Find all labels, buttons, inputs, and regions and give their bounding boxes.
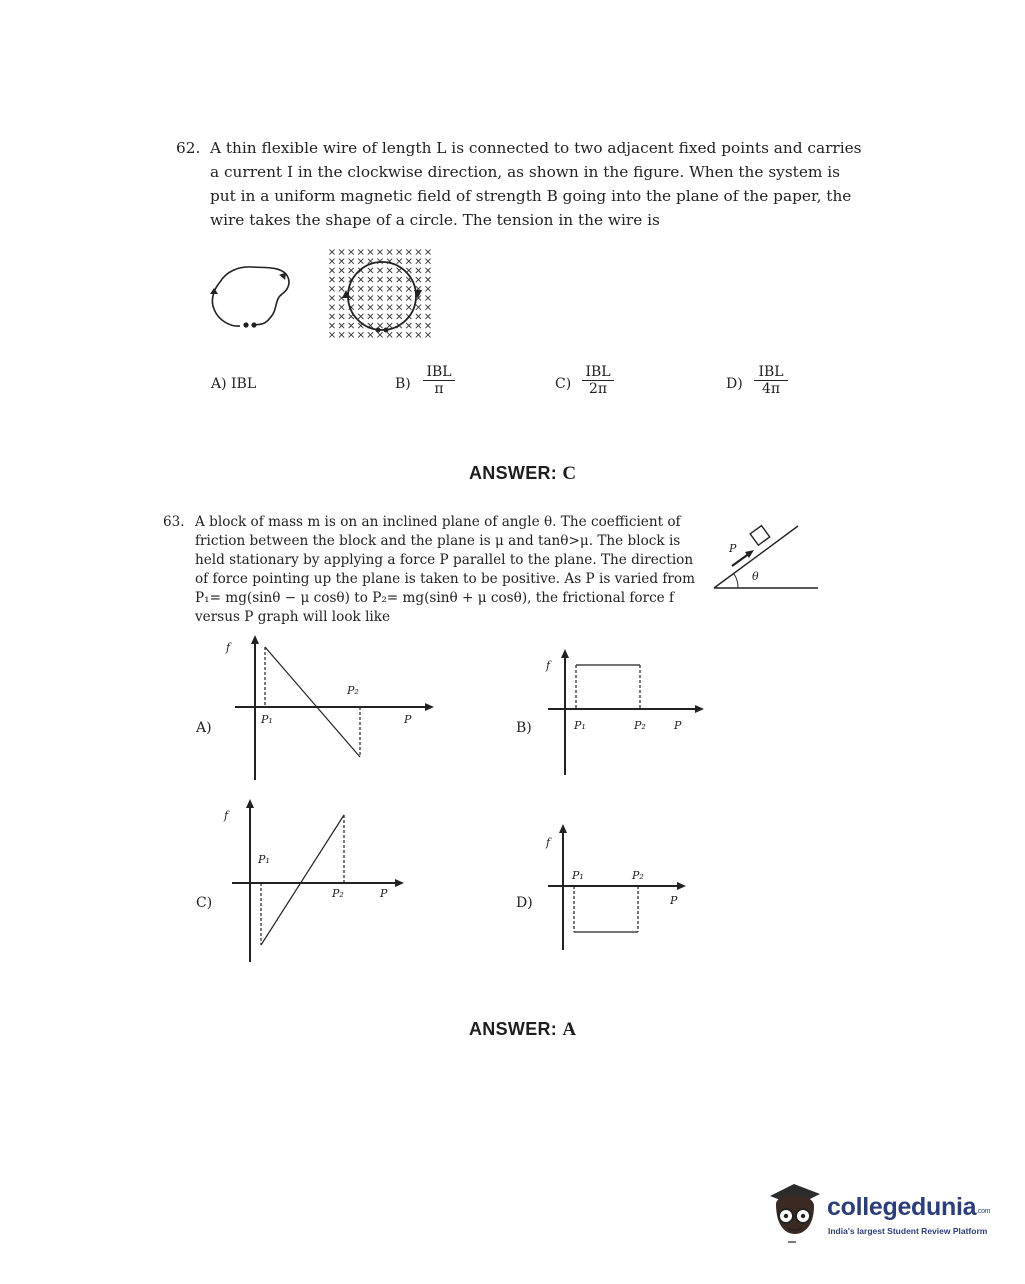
collegedunia-mascot-icon bbox=[766, 1176, 824, 1246]
field-cross-mark bbox=[349, 323, 354, 328]
option-62-c-numerator: IBL bbox=[582, 364, 614, 381]
field-cross-mark bbox=[377, 268, 382, 273]
field-cross-mark bbox=[349, 332, 354, 337]
field-cross-mark bbox=[339, 332, 344, 337]
field-cross-mark bbox=[406, 295, 411, 300]
field-cross-mark bbox=[339, 314, 344, 319]
option-62-a-value: IBL bbox=[231, 376, 257, 392]
field-cross-mark bbox=[387, 323, 392, 328]
incline-force-label: P bbox=[729, 542, 737, 555]
graph-b bbox=[540, 647, 710, 777]
field-cross-mark bbox=[358, 259, 363, 264]
field-cross-mark bbox=[339, 249, 344, 254]
field-cross-mark bbox=[377, 314, 382, 319]
field-cross-mark bbox=[397, 305, 402, 310]
field-cross-mark bbox=[387, 305, 392, 310]
field-cross-mark bbox=[329, 323, 334, 328]
field-cross-mark bbox=[425, 314, 430, 319]
field-cross-mark bbox=[368, 295, 373, 300]
option-62-a-label: A) bbox=[211, 376, 227, 392]
incline-angle-label: θ bbox=[752, 570, 759, 583]
field-cross-mark bbox=[397, 295, 402, 300]
answer-63-label: ANSWER: bbox=[469, 1019, 558, 1039]
option-62-b-numerator: IBL bbox=[423, 364, 455, 381]
option-62-c-label: C) bbox=[555, 376, 572, 392]
magnetic-field-circle-figure bbox=[328, 248, 436, 340]
field-cross-mark bbox=[368, 277, 373, 282]
field-cross-mark bbox=[358, 277, 363, 282]
field-cross-mark bbox=[329, 249, 334, 254]
graph-c-p1-label: P₁ bbox=[258, 853, 270, 866]
question-63-number: 63. bbox=[163, 514, 185, 530]
field-cross-mark bbox=[387, 332, 392, 337]
field-cross-mark bbox=[339, 286, 344, 291]
field-cross-mark bbox=[368, 268, 373, 273]
field-cross-mark bbox=[329, 314, 334, 319]
field-cross-mark bbox=[329, 259, 334, 264]
field-cross-mark bbox=[387, 286, 392, 291]
graph-d-p2-label: P₂ bbox=[632, 869, 644, 882]
answer-62 bbox=[469, 463, 576, 485]
field-cross-mark bbox=[397, 277, 402, 282]
field-cross-mark bbox=[358, 295, 363, 300]
field-cross-mark bbox=[339, 277, 344, 282]
graph-a-p2-label: P₂ bbox=[347, 684, 359, 697]
field-cross-mark bbox=[358, 332, 363, 337]
answer-63-value: A bbox=[562, 1019, 577, 1040]
field-cross-mark bbox=[368, 314, 373, 319]
option-63-b-label: B) bbox=[516, 720, 532, 736]
field-cross-mark bbox=[358, 286, 363, 291]
graph-a-f-label: f bbox=[226, 641, 231, 654]
answer-63 bbox=[469, 1019, 576, 1041]
option-62-b-denominator: π bbox=[434, 381, 444, 397]
field-cross-mark bbox=[425, 286, 430, 291]
field-cross-mark bbox=[425, 259, 430, 264]
field-cross-mark bbox=[397, 314, 402, 319]
field-cross-mark bbox=[329, 268, 334, 273]
field-cross-mark bbox=[377, 249, 382, 254]
field-cross-mark bbox=[377, 332, 382, 337]
field-cross-mark bbox=[339, 268, 344, 273]
field-cross-mark bbox=[358, 305, 363, 310]
field-cross-mark bbox=[377, 295, 382, 300]
field-cross-mark bbox=[425, 332, 430, 337]
field-cross-mark bbox=[368, 305, 373, 310]
field-cross-mark bbox=[416, 314, 421, 319]
field-cross-mark bbox=[387, 314, 392, 319]
option-62-c-fraction bbox=[582, 364, 614, 397]
wire-loop-figure bbox=[200, 262, 300, 337]
field-cross-mark bbox=[406, 286, 411, 291]
answer-62-value: C bbox=[562, 463, 577, 484]
field-cross-mark bbox=[339, 305, 344, 310]
graph-b-p2-label: P₂ bbox=[634, 719, 646, 732]
field-cross-mark bbox=[416, 277, 421, 282]
graph-b-p1-label: P₁ bbox=[574, 719, 586, 732]
question-62-number: 62. bbox=[176, 139, 201, 157]
option-63-a-label: A) bbox=[196, 720, 212, 736]
graph-d bbox=[540, 822, 710, 952]
graph-a-p-label: P bbox=[404, 713, 412, 726]
field-cross-mark bbox=[416, 332, 421, 337]
collegedunia-logo-name: collegedunia.com bbox=[827, 1193, 991, 1221]
field-cross-mark bbox=[397, 259, 402, 264]
logo-suffix: .com bbox=[976, 1208, 991, 1215]
field-cross-mark bbox=[339, 259, 344, 264]
field-cross-mark bbox=[387, 268, 392, 273]
inclined-plane-figure bbox=[712, 522, 822, 592]
question-62 bbox=[176, 136, 866, 232]
graph-b-p-label: P bbox=[674, 719, 682, 732]
field-cross-mark bbox=[377, 286, 382, 291]
field-cross-mark bbox=[368, 332, 373, 337]
field-cross-mark bbox=[349, 259, 354, 264]
field-cross-mark bbox=[329, 277, 334, 282]
option-62-b-label: B) bbox=[395, 376, 411, 392]
field-cross-mark bbox=[416, 259, 421, 264]
field-cross-mark bbox=[329, 305, 334, 310]
field-cross-mark bbox=[397, 249, 402, 254]
field-cross-mark bbox=[329, 295, 334, 300]
field-cross-mark bbox=[377, 305, 382, 310]
field-cross-mark bbox=[358, 314, 363, 319]
field-cross-mark bbox=[368, 249, 373, 254]
graph-d-p-label: P bbox=[670, 894, 678, 907]
field-cross-mark bbox=[329, 332, 334, 337]
field-cross-mark bbox=[397, 332, 402, 337]
graph-c-p-label: P bbox=[380, 887, 388, 900]
field-cross-mark bbox=[425, 305, 430, 310]
field-cross-mark bbox=[416, 268, 421, 273]
field-cross-mark bbox=[425, 268, 430, 273]
collegedunia-tagline: India's largest Student Review Platform bbox=[828, 1226, 988, 1236]
field-cross-mark bbox=[368, 286, 373, 291]
option-62-a bbox=[211, 376, 256, 392]
answer-62-label: ANSWER: bbox=[469, 463, 558, 483]
field-cross-mark bbox=[416, 305, 421, 310]
field-cross-mark bbox=[339, 323, 344, 328]
graph-a-p1-label: P₁ bbox=[261, 713, 273, 726]
field-cross-mark bbox=[406, 332, 411, 337]
question-62-text: A thin flexible wire of length L is connected to two adjacent fixed points and carries a current I in the clockwise direction, as shown in the figure. When the system is put in a uniform magnetic field of strength B going into the plane of the paper, the wire takes the shape of a circle. The tension in the wire is bbox=[210, 139, 862, 229]
graph-c-f-label: f bbox=[224, 809, 229, 822]
field-cross-mark bbox=[425, 323, 430, 328]
field-cross-mark bbox=[425, 277, 430, 282]
field-cross-mark bbox=[377, 323, 382, 328]
field-cross-mark bbox=[387, 249, 392, 254]
option-62-d-denominator: 4π bbox=[761, 381, 781, 397]
field-cross-mark bbox=[377, 277, 382, 282]
graph-c bbox=[220, 797, 410, 967]
option-62-c-denominator: 2π bbox=[588, 381, 608, 397]
question-63 bbox=[163, 513, 708, 627]
field-cross-mark bbox=[406, 259, 411, 264]
graph-d-f-label: f bbox=[546, 836, 551, 849]
option-63-d-label: D) bbox=[516, 895, 533, 911]
field-cross-mark bbox=[387, 277, 392, 282]
option-62-d-fraction bbox=[754, 364, 788, 397]
field-cross-mark bbox=[358, 249, 363, 254]
field-cross-mark bbox=[406, 305, 411, 310]
field-cross-mark bbox=[425, 295, 430, 300]
field-cross-mark bbox=[425, 249, 430, 254]
graph-d-p1-label: P₁ bbox=[572, 869, 584, 882]
question-63-text: A block of mass m is on an inclined plane of angle θ. The coefficient of friction between the block and the plane is μ and tanθ>μ. The block is held stationary by applying a force P parallel to the plane. The direction of force pointing up the plane is taken to be positive. As P is varied from P₁= mg(sinθ − μ cosθ) to P₂= mg(sinθ + μ cosθ), the frictional force f versus P graph will look like bbox=[195, 514, 695, 625]
field-cross-mark bbox=[416, 323, 421, 328]
field-cross-mark bbox=[329, 286, 334, 291]
graph-b-f-label: f bbox=[546, 659, 551, 672]
field-cross-mark bbox=[387, 295, 392, 300]
field-cross-mark bbox=[397, 286, 402, 291]
graph-a bbox=[220, 635, 440, 785]
field-cross-mark bbox=[349, 268, 354, 273]
option-62-d-numerator: IBL bbox=[754, 364, 788, 381]
option-63-c-label: C) bbox=[196, 895, 213, 911]
field-cross-mark bbox=[406, 249, 411, 254]
graph-c-p2-label: P₂ bbox=[332, 887, 344, 900]
option-62-b-fraction bbox=[423, 364, 455, 397]
field-cross-mark bbox=[349, 249, 354, 254]
field-cross-mark bbox=[406, 323, 411, 328]
option-62-d-label: D) bbox=[726, 376, 743, 392]
field-cross-mark bbox=[416, 249, 421, 254]
